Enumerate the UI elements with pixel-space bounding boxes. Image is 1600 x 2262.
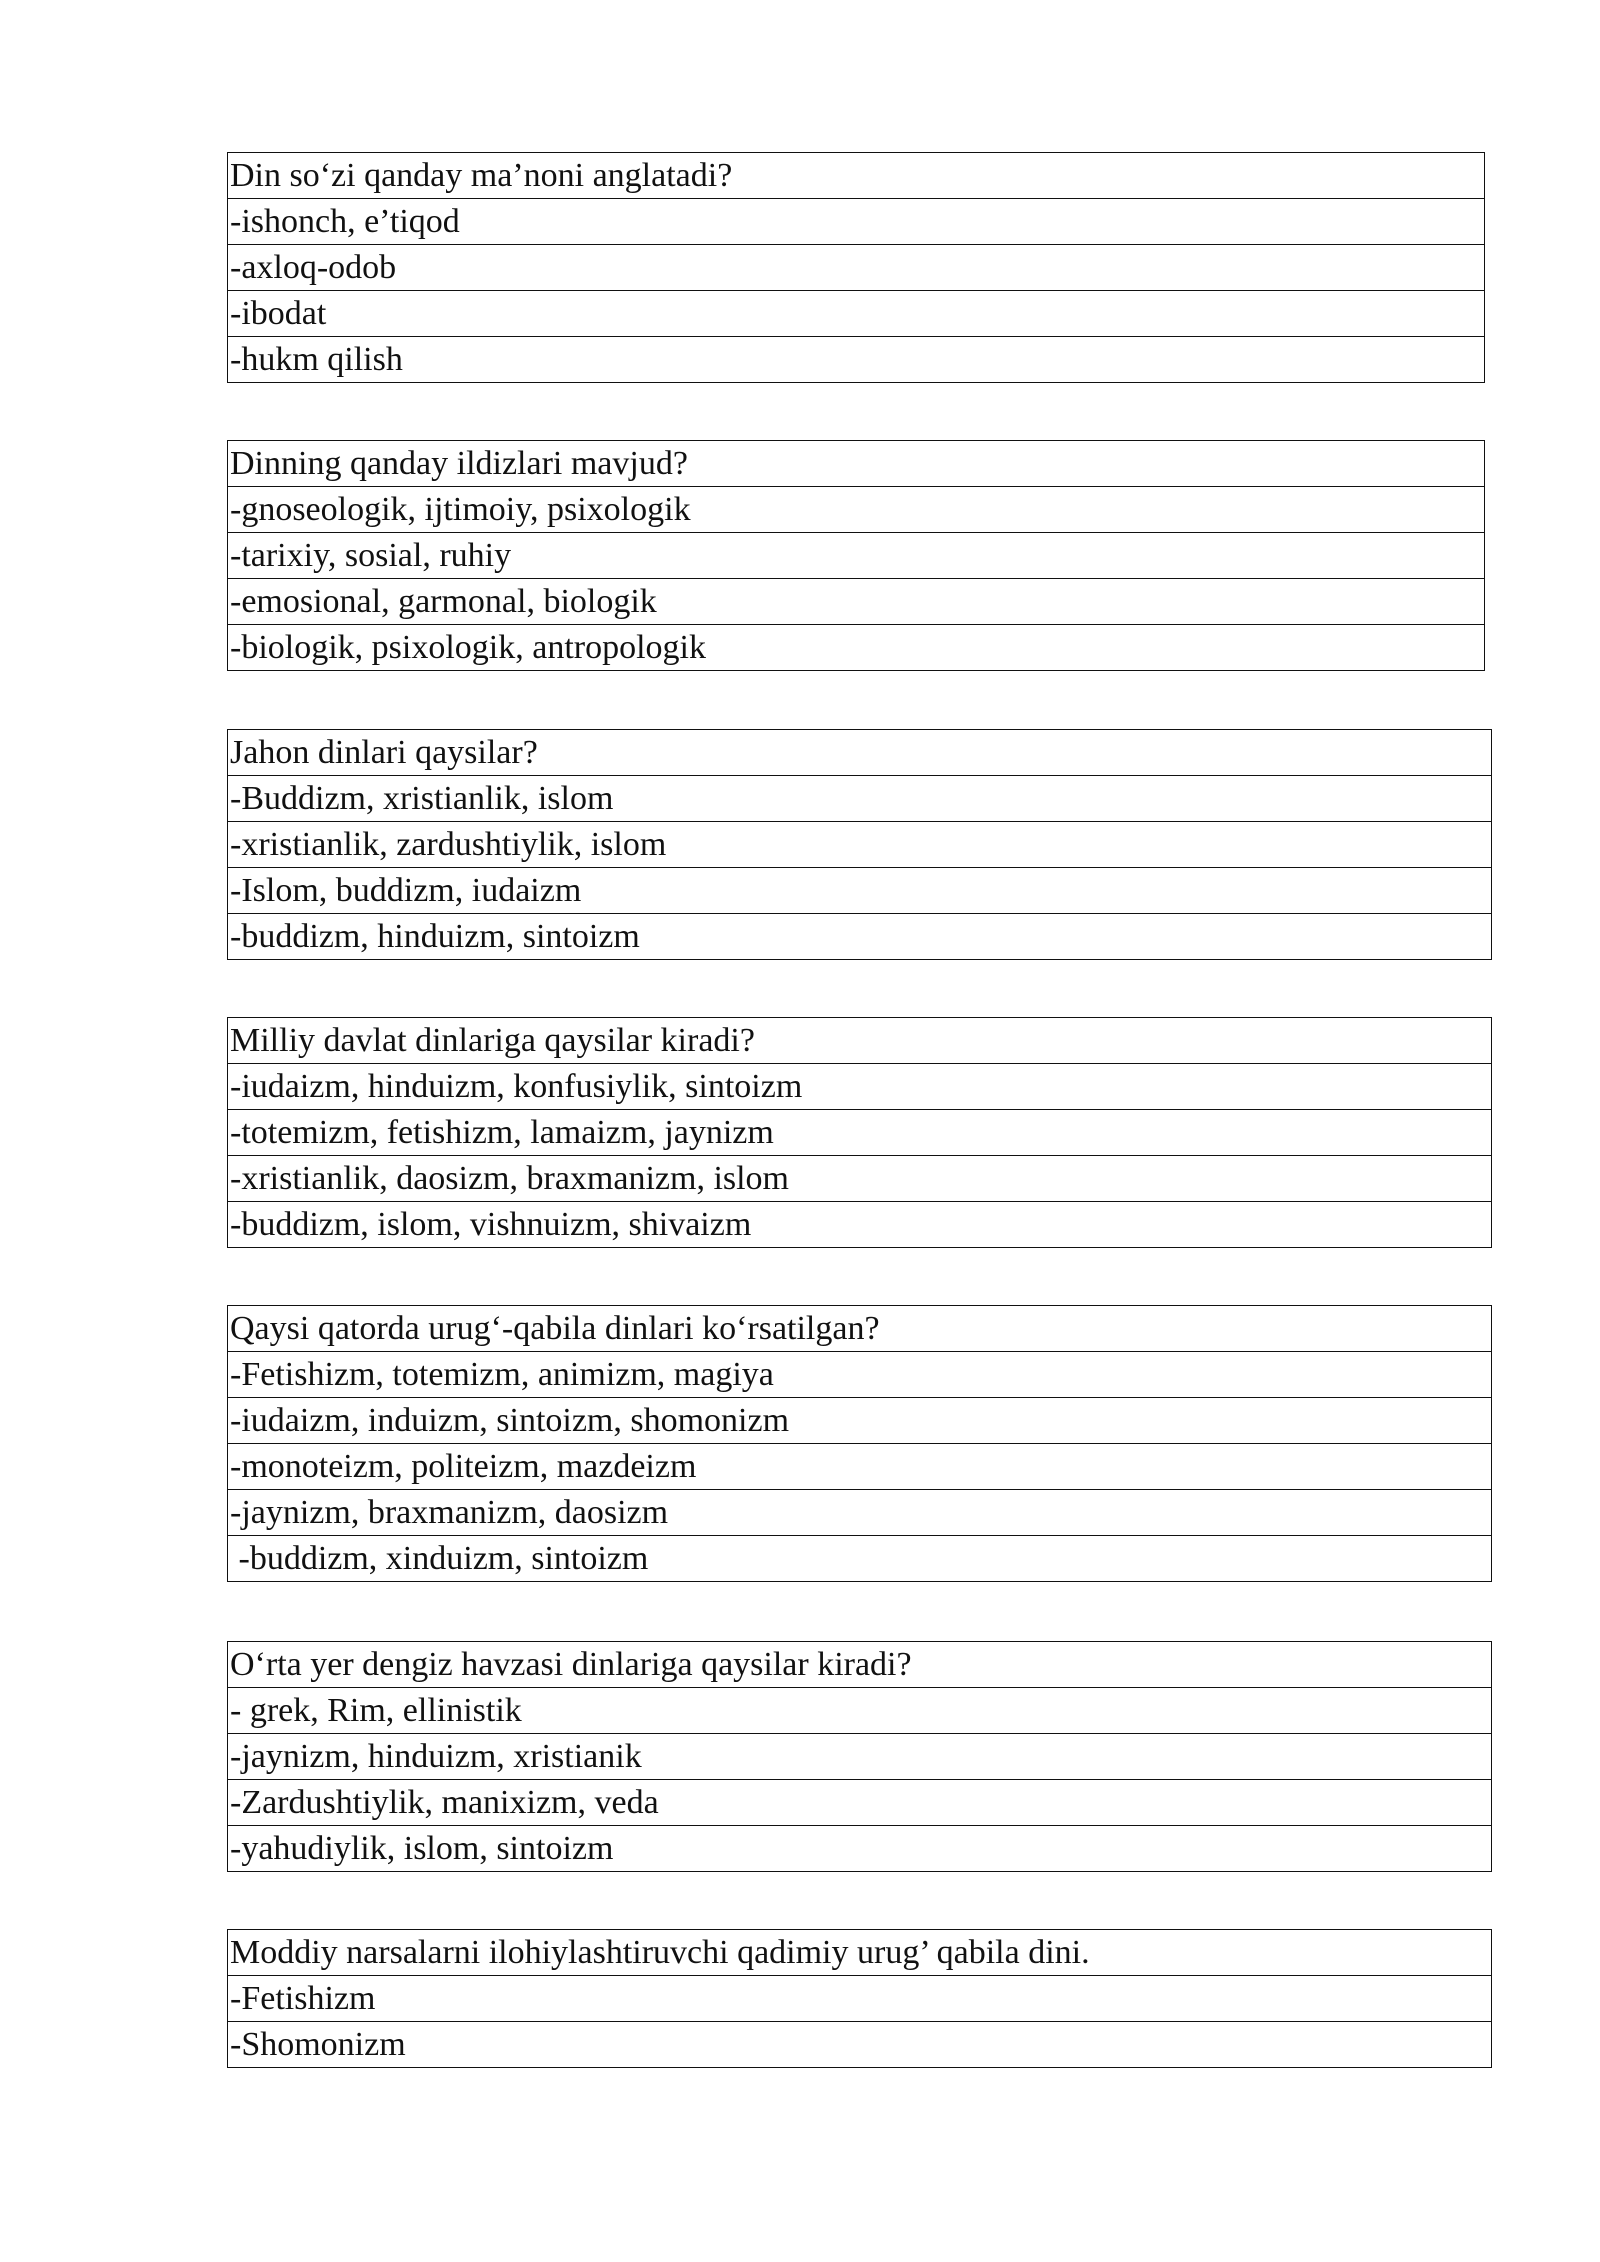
- option-row: [228, 1826, 1492, 1872]
- option-row: [228, 291, 1485, 337]
- answer-option: -monoteizm, politeizm, mazdeizm: [228, 1444, 1492, 1490]
- option-row: [228, 579, 1485, 625]
- option-row: [228, 776, 1492, 822]
- question-row: [228, 1930, 1492, 1976]
- question-text: Dinning qanday ildizlari mavjud?: [228, 441, 1485, 487]
- question-text: Moddiy narsalarni ilohiylashtiruvchi qadimiy urug’ qabila dini.: [228, 1930, 1492, 1976]
- question-row: [228, 730, 1492, 776]
- question-table: [227, 152, 1485, 383]
- option-row: [228, 868, 1492, 914]
- answer-option: -iudaizm, hinduizm, konfusiylik, sintoizm: [228, 1064, 1492, 1110]
- answer-option: -xristianlik, zardushtiylik, islom: [228, 822, 1492, 868]
- question-text: Qaysi qatorda urug‘-qabila dinlari ko‘rsatilgan?: [228, 1306, 1492, 1352]
- question-text: O‘rta yer dengiz havzasi dinlariga qaysilar kiradi?: [228, 1642, 1492, 1688]
- option-row: [228, 1352, 1492, 1398]
- question-text: Din so‘zi qanday ma’noni anglatadi?: [228, 153, 1485, 199]
- answer-option: -iudaizm, induizm, sintoizm, shomonizm: [228, 1398, 1492, 1444]
- answer-option: -totemizm, fetishizm, lamaizm, jaynizm: [228, 1110, 1492, 1156]
- answer-option: -yahudiylik, islom, sintoizm: [228, 1826, 1492, 1872]
- answer-option: -axloq-odob: [228, 245, 1485, 291]
- option-row: [228, 1976, 1492, 2022]
- answer-option: -Islom, buddizm, iudaizm: [228, 868, 1492, 914]
- answer-option: -ibodat: [228, 291, 1485, 337]
- answer-option: -tarixiy, sosial, ruhiy: [228, 533, 1485, 579]
- option-row: [228, 1688, 1492, 1734]
- question-table: [227, 1017, 1492, 1248]
- question-text: Milliy davlat dinlariga qaysilar kiradi?: [228, 1018, 1492, 1064]
- answer-option: -Fetishizm, totemizm, animizm, magiya: [228, 1352, 1492, 1398]
- option-row: [228, 1398, 1492, 1444]
- question-row: [228, 1306, 1492, 1352]
- answer-option: - grek, Rim, ellinistik: [228, 1688, 1492, 1734]
- option-row: [228, 1156, 1492, 1202]
- answer-option: -buddizm, islom, vishnuizm, shivaizm: [228, 1202, 1492, 1248]
- option-row: [228, 1444, 1492, 1490]
- answer-option: -Shomonizm: [228, 2022, 1492, 2068]
- option-row: [228, 1780, 1492, 1826]
- option-row: [228, 1490, 1492, 1536]
- answer-option: -jaynizm, braxmanizm, daosizm: [228, 1490, 1492, 1536]
- answer-option: -Buddizm, xristianlik, islom: [228, 776, 1492, 822]
- question-table: [227, 1641, 1492, 1872]
- answer-option: -biologik, psixologik, antropologik: [228, 625, 1485, 671]
- question-table: [227, 1929, 1492, 2068]
- answer-option: -buddizm, xinduizm, sintoizm: [228, 1536, 1492, 1582]
- option-row: [228, 1110, 1492, 1156]
- option-row: [228, 199, 1485, 245]
- answer-option: -hukm qilish: [228, 337, 1485, 383]
- option-row: [228, 1202, 1492, 1248]
- question-row: [228, 441, 1485, 487]
- option-row: [228, 337, 1485, 383]
- option-row: [228, 1064, 1492, 1110]
- option-row: [228, 2022, 1492, 2068]
- question-row: [228, 1642, 1492, 1688]
- question-text: Jahon dinlari qaysilar?: [228, 730, 1492, 776]
- option-row: [228, 914, 1492, 960]
- answer-option: -jaynizm, hinduizm, xristianik: [228, 1734, 1492, 1780]
- question-row: [228, 1018, 1492, 1064]
- answer-option: -ishonch, e’tiqod: [228, 199, 1485, 245]
- option-row: [228, 245, 1485, 291]
- answer-option: -xristianlik, daosizm, braxmanizm, islom: [228, 1156, 1492, 1202]
- option-row: [228, 533, 1485, 579]
- question-table: [227, 729, 1492, 960]
- question-row: [228, 153, 1485, 199]
- answer-option: -Zardushtiylik, manixizm, veda: [228, 1780, 1492, 1826]
- option-row: [228, 1536, 1492, 1582]
- option-row: [228, 625, 1485, 671]
- option-row: [228, 822, 1492, 868]
- answer-option: -Fetishizm: [228, 1976, 1492, 2022]
- option-row: [228, 487, 1485, 533]
- answer-option: -emosional, garmonal, biologik: [228, 579, 1485, 625]
- option-row: [228, 1734, 1492, 1780]
- answer-option: -gnoseologik, ijtimoiy, psixologik: [228, 487, 1485, 533]
- question-table: [227, 1305, 1492, 1582]
- question-table: [227, 440, 1485, 671]
- answer-option: -buddizm, hinduizm, sintoizm: [228, 914, 1492, 960]
